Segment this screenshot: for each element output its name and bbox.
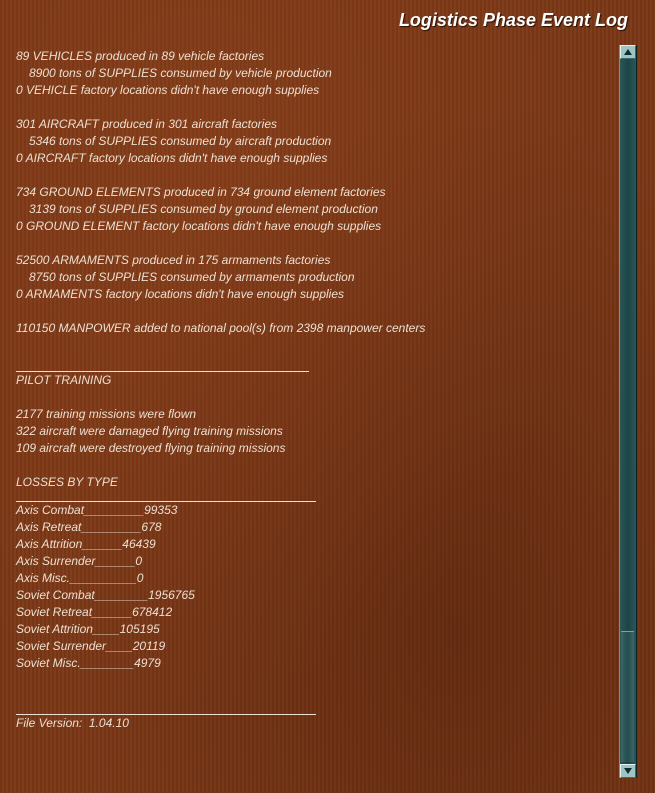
- armaments-shortage: 0 ARMAMENTS factory locations didn't have enough supplies: [16, 287, 345, 301]
- loss-row: Soviet Combat________1956765: [16, 588, 195, 602]
- loss-row: Soviet Attrition____105195: [16, 622, 160, 636]
- loss-row: Soviet Surrender____20119: [16, 639, 166, 653]
- scroll-track[interactable]: [620, 59, 636, 764]
- loss-row: Axis Misc.__________0: [16, 571, 144, 585]
- vertical-scrollbar[interactable]: [619, 45, 637, 778]
- loss-row: Soviet Misc.________4979: [16, 656, 161, 670]
- manpower-added: 110150 MANPOWER added to national pool(s) from 2398 manpower centers: [16, 321, 426, 335]
- pilot-training-heading: PILOT TRAINING: [16, 373, 112, 387]
- ground-produced: 734 GROUND ELEMENTS produced in 734 ground element factories: [16, 185, 386, 199]
- training-destroyed: 109 aircraft were destroyed flying training missions: [16, 441, 286, 455]
- scroll-thumb[interactable]: [621, 631, 634, 762]
- window-title: Logistics Phase Event Log: [398, 10, 628, 30]
- scroll-up-button[interactable]: [620, 45, 636, 59]
- losses-heading: LOSSES BY TYPE: [16, 475, 118, 489]
- file-version: File Version: 1.04.10: [16, 716, 129, 730]
- aircraft-supplies: 5346 tons of SUPPLIES consumed by aircraft production: [29, 134, 332, 148]
- training-missions: 2177 training missions were flown: [16, 407, 197, 421]
- aircraft-shortage: 0 AIRCRAFT factory locations didn't have enough supplies: [16, 151, 328, 165]
- aircraft-produced: 301 AIRCRAFT produced in 301 aircraft factories: [16, 117, 278, 131]
- loss-row: Axis Retreat_________678: [16, 520, 162, 534]
- loss-row: Axis Attrition______46439: [16, 537, 156, 551]
- loss-row: Soviet Retreat______678412: [16, 605, 173, 619]
- loss-row: Axis Surrender______0: [16, 554, 143, 568]
- training-damaged: 322 aircraft were damaged flying training missions: [16, 424, 283, 438]
- vehicles-produced: 89 VEHICLES produced in 89 vehicle factories: [16, 49, 265, 63]
- event-log: [16, 48, 606, 732]
- scroll-down-button[interactable]: [620, 764, 636, 778]
- arrow-up-icon: [624, 49, 632, 55]
- armaments-supplies: 8750 tons of SUPPLIES consumed by armaments production: [29, 270, 355, 284]
- vehicles-shortage: 0 VEHICLE factory locations didn't have enough supplies: [16, 83, 320, 97]
- armaments-produced: 52500 ARMAMENTS produced in 175 armaments factories: [16, 253, 331, 267]
- ground-supplies: 3139 tons of SUPPLIES consumed by ground element production: [29, 202, 378, 216]
- vehicles-supplies: 8900 tons of SUPPLIES consumed by vehicle production: [29, 66, 332, 80]
- arrow-down-icon: [624, 768, 632, 774]
- loss-row: Axis Combat_________99353: [16, 503, 178, 517]
- ground-shortage: 0 GROUND ELEMENT factory locations didn't have enough supplies: [16, 219, 382, 233]
